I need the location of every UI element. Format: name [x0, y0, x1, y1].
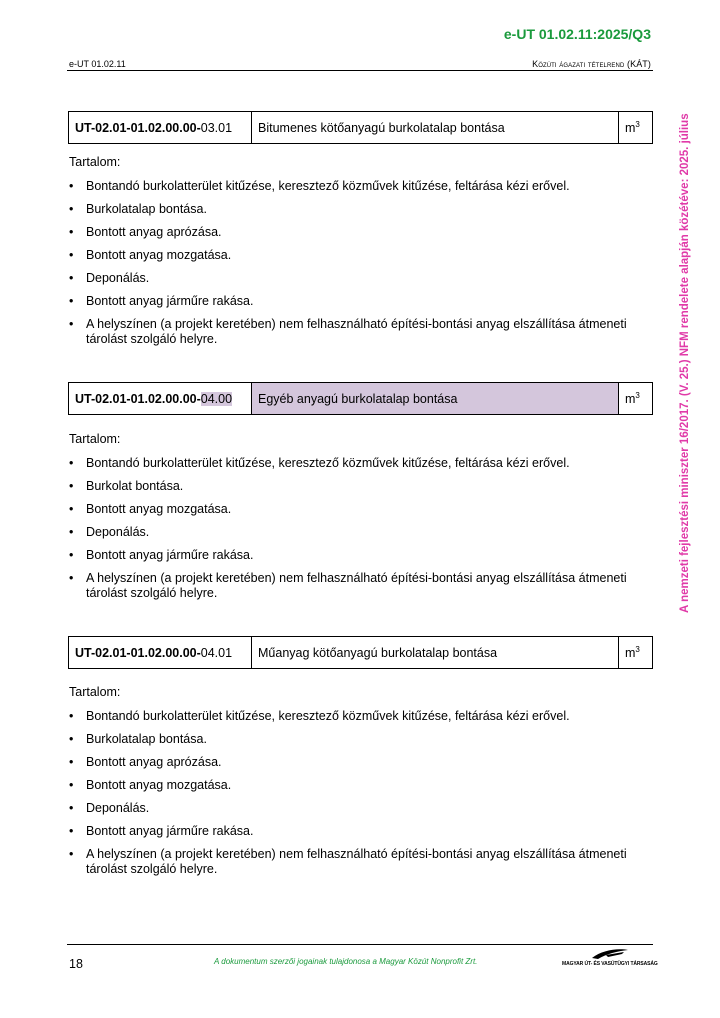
list-item: • Bontandó burkolatterület kitűzése, keresztező közművek kitűzése, feltárása kézi erővel. — [69, 179, 570, 193]
item-title: Műanyag kötőanyagú burkolatalap bontása — [252, 637, 619, 669]
list-item-text: Bontott anyag aprózása. — [86, 755, 222, 769]
content-label: Tartalom: — [69, 155, 121, 169]
list-item: • Bontott anyag aprózása. — [69, 755, 222, 769]
list-item: • Bontott anyag mozgatása. — [69, 778, 232, 792]
content-label: Tartalom: — [69, 685, 121, 699]
item-code-suffix: 03.01 — [200, 120, 233, 135]
list-item: • Bontott anyag járműre rakása. — [69, 548, 254, 562]
item-title: Bitumenes kötőanyagú burkolatalap bontása — [252, 112, 619, 144]
unit-base: m — [625, 121, 636, 136]
unit-base: m — [625, 392, 636, 407]
list-item-text: Bontandó burkolatterület kitűzése, keresztező közművek kitűzése, feltárása kézi erővel. — [86, 709, 570, 723]
list-item: • Bontandó burkolatterület kitűzése, keresztező közművek kitűzése, feltárása kézi erővel. — [69, 456, 570, 470]
company-name: MAGYAR ÚT- ÉS VASÚTÜGYI TÁRSASÁG — [562, 961, 658, 967]
list-item-text: Bontott anyag mozgatása. — [86, 778, 232, 792]
unit-exponent: 3 — [635, 644, 640, 654]
list-item: • Burkolat bontása. — [69, 479, 184, 493]
list-item: • Bontott anyag mozgatása. — [69, 502, 232, 516]
footer-divider — [67, 944, 653, 945]
list-item-text: Bontott anyag járműre rakása. — [86, 294, 254, 308]
item-title: Egyéb anyagú burkolatalap bontása — [252, 383, 619, 415]
list-item-text: Bontott anyag aprózása. — [86, 225, 222, 239]
content-label: Tartalom: — [69, 432, 121, 446]
item-code-main: UT-02.01-01.02.00.00- — [75, 391, 201, 406]
list-item: • A helyszínen (a projekt keretében) nem felhasználható építési-bontási anyag elszállítása átmeneti tárolást szolgáló helyre. — [69, 571, 627, 600]
item-code — [69, 112, 252, 144]
list-item: • Burkolatalap bontása. — [69, 732, 207, 746]
side-publication-note: A nemzeti fejlesztési miniszter 16/2017. (V. 25.) NFM rendelete alapján közétéve: 2025. július — [679, 113, 691, 613]
item-code — [69, 637, 252, 669]
item-unit — [619, 383, 653, 415]
content-list — [69, 709, 629, 885]
list-item: • Bontott anyag mozgatása. — [69, 248, 232, 262]
unit-exponent: 3 — [635, 119, 640, 129]
list-item-text: Deponálás. — [86, 271, 150, 285]
list-item-text: Bontandó burkolatterület kitűzése, keresztező közművek kitűzése, feltárása kézi erővel. — [86, 456, 570, 470]
list-item-text: A helyszínen (a projekt keretében) nem felhasználható építési-bontási anyag elszállítása átmeneti tárolást szolgáló helyre. — [86, 847, 627, 876]
content-list — [69, 456, 629, 609]
unit-exponent: 3 — [635, 390, 640, 400]
content-list — [69, 179, 629, 355]
item-table — [68, 111, 653, 144]
item-table — [68, 636, 653, 669]
item-code-main: UT-02.01-01.02.00.00- — [75, 645, 201, 660]
list-item-text: Bontandó burkolatterület kitűzése, keresztező közművek kitűzése, feltárása kézi erővel. — [86, 179, 570, 193]
list-item-text: Bontott anyag járműre rakása. — [86, 548, 254, 562]
list-item-text: Burkolat bontása. — [86, 479, 184, 493]
list-item: • Bontott anyag járműre rakása. — [69, 294, 254, 308]
header-left-label: e-UT 01.02.11 — [69, 59, 126, 69]
list-item: • A helyszínen (a projekt keretében) nem felhasználható építési-bontási anyag elszállítása átmeneti tárolást szolgáló helyre. — [69, 317, 627, 346]
list-item: • Bontott anyag járműre rakása. — [69, 824, 254, 838]
item-code-suffix: 04.01 — [200, 645, 233, 660]
list-item-text: A helyszínen (a projekt keretében) nem felhasználható építési-bontási anyag elszállítása átmeneti tárolást szolgáló helyre. — [86, 317, 627, 346]
item-code-suffix: 04.00 — [200, 391, 233, 406]
item-code — [69, 383, 252, 415]
item-table — [68, 382, 653, 415]
list-item: • Deponálás. — [69, 271, 150, 285]
item-code-main: UT-02.01-01.02.00.00- — [75, 120, 201, 135]
list-item-text: Deponálás. — [86, 801, 150, 815]
list-item-text: Bontott anyag mozgatása. — [86, 248, 232, 262]
list-item: • A helyszínen (a projekt keretében) nem felhasználható építési-bontási anyag elszállítása átmeneti tárolást szolgáló helyre. — [69, 847, 627, 876]
document-code: e-UT 01.02.11:2025/Q3 — [503, 26, 651, 42]
list-item-text: Bontott anyag mozgatása. — [86, 502, 232, 516]
list-item: • Deponálás. — [69, 801, 150, 815]
header-right-label: Közúti ágazati tételrend (KÁT) — [532, 59, 651, 69]
copyright-note: A dokumentum szerzői jogainak tulajdonosa a Magyar Közút Nonprofit Zrt. — [214, 957, 478, 966]
list-item-text: Burkolatalap bontása. — [86, 732, 207, 746]
item-unit — [619, 637, 653, 669]
unit-base: m — [625, 646, 636, 661]
list-item-text: Deponálás. — [86, 525, 150, 539]
page-number: 18 — [69, 957, 83, 971]
list-item-text: A helyszínen (a projekt keretében) nem felhasználható építési-bontási anyag elszállítása átmeneti tárolást szolgáló helyre. — [86, 571, 627, 600]
list-item: • Bontott anyag aprózása. — [69, 225, 222, 239]
list-item-text: Burkolatalap bontása. — [86, 202, 207, 216]
header-divider — [67, 70, 653, 71]
list-item-text: Bontott anyag járműre rakása. — [86, 824, 254, 838]
list-item: • Burkolatalap bontása. — [69, 202, 207, 216]
list-item: • Deponálás. — [69, 525, 150, 539]
list-item: • Bontandó burkolatterület kitűzése, keresztező közművek kitűzése, feltárása kézi erővel. — [69, 709, 570, 723]
item-unit — [619, 112, 653, 144]
